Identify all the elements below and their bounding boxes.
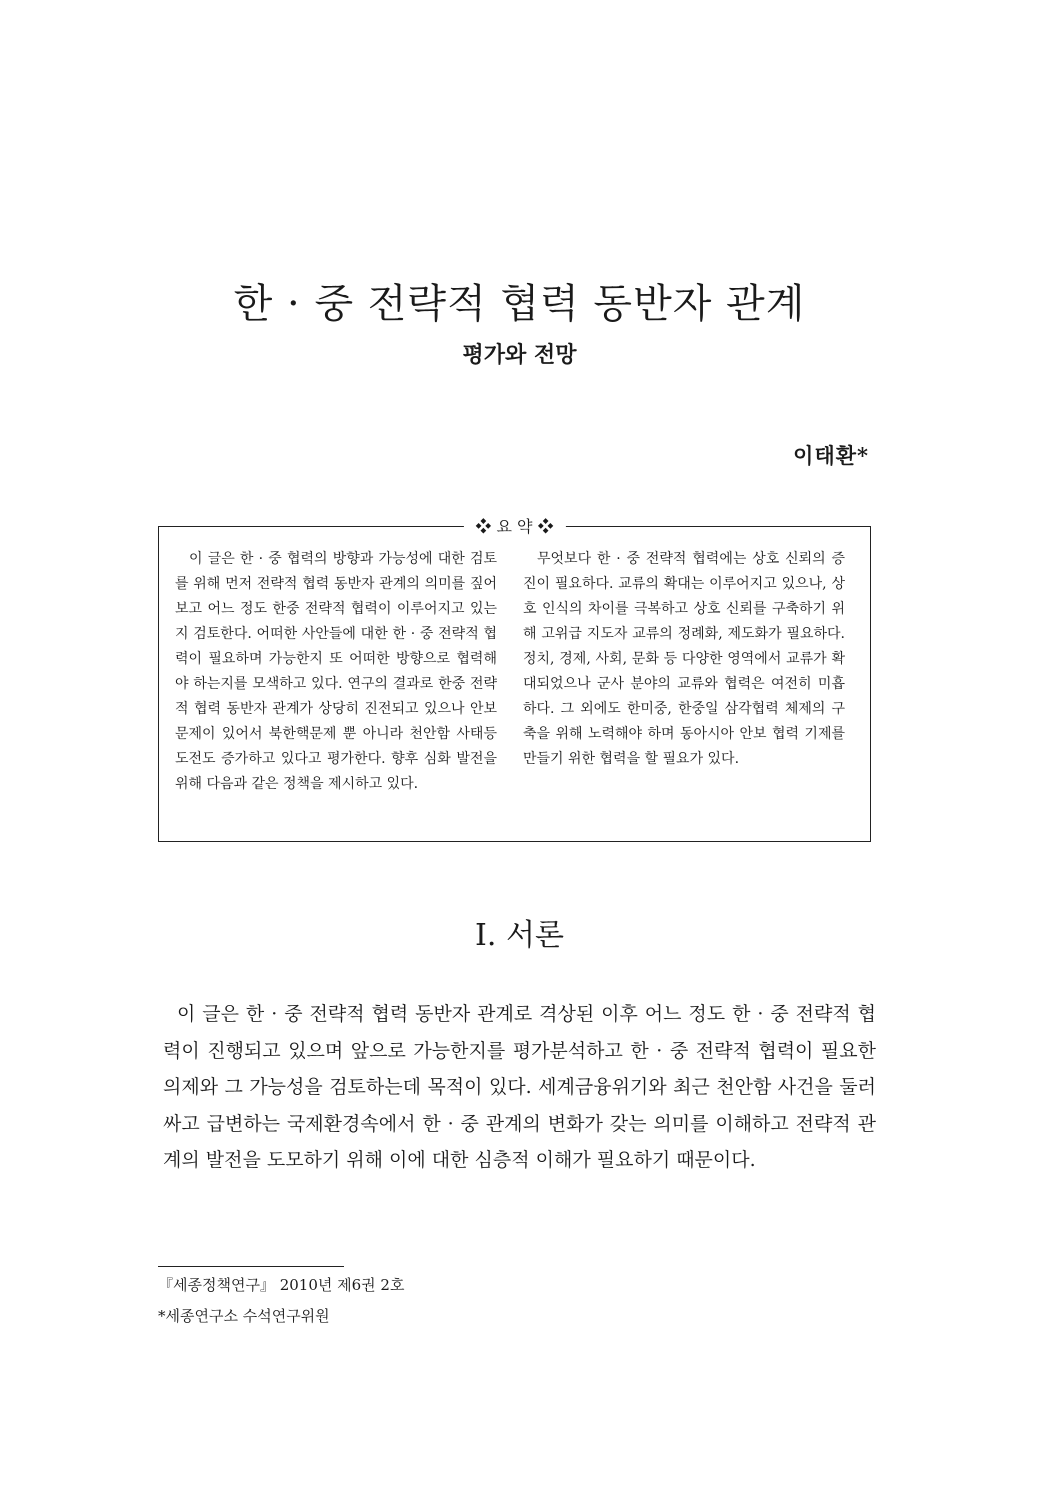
abstract-right-column: 무엇보다 한 · 중 전략적 협력에는 상호 신뢰의 증진이 필요하다. 교류의 확대는 이루어지고 있으나, 상호 인식의 차이를 극복하고 상호 신뢰를 구축하기 위해 고위급 지도자 교류의 정례화, 제도화가 필요하다. 정치, 경제, 사회, 문화 등 다양한 영역에서 교류가 확대되었으나 군사 분야의 교류와 협력은 여전히 미흡하다. 그 외에도 한미중, 한중일 삼각협력 체제의 구축을 위해 노력해야 하며 동아시아 안보 협력 기제를 만들기 위한 협력을 할 필요가 있다.	[523, 551, 845, 767]
paper-title: 한 · 중 전략적 협력 동반자 관계	[233, 281, 806, 327]
abstract-box	[158, 517, 871, 842]
abstract-left-column: 이 글은 한 · 중 협력의 방향과 가능성에 대한 검토를 위해 먼저 전략적 협력 동반자 관계의 의미를 짚어보고 어느 정도 한중 전략적 협력이 이루어지고 있는지 검토한다. 어떠한 사안들에 대한 한 · 중 전략적 협력이 필요하며 가능한지 또 어떠한 방향으로 협력해야 하는지를 모색하고 있다. 연구의 결과로 한중 전략적 협력 동반자 관계가 상당히 진전되고 있으나 안보문제이 있어서 북한핵문제 뿐 아니라 천안함 사태등 도전도 증가하고 있다고 평가한다. 향후 심화 발전을 위해 다음과 같은 정책을 제시하고 있다.	[175, 551, 497, 792]
author-name: 이태환*	[793, 443, 869, 468]
section-heading-introduction: I. 서론	[475, 918, 564, 953]
footnote-affiliation: *세종연구소 수석연구위원	[158, 1307, 330, 1325]
introduction-paragraph: 이 글은 한 · 중 전략적 협력 동반자 관계로 격상된 이후 어느 정도 한 · 중 전략적 협력이 진행되고 있으며 앞으로 가능한지를 평가분석하고 한 · 중 전략적 협력이 필요한 의제와 그 가능성을 검토하는데 목적이 있다. 세계금융위기와 최근 천안함 사건을 둘러싸고 급변하는 국제환경속에서 한 · 중 관계의 변화가 갖는 의미를 이해하고 전략적 관계의 발전을 도모하기 위해 이에 대한 심층적 이해가 필요하기 때문이다.	[163, 1003, 876, 1171]
footnote-divider	[158, 1266, 344, 1267]
abstract-heading: ❖ 요 약 ❖	[463, 514, 565, 537]
paper-subtitle: 평가와 전망	[462, 343, 577, 368]
footnote-journal: 『세종정책연구』 2010년 제6권 2호	[158, 1276, 405, 1294]
